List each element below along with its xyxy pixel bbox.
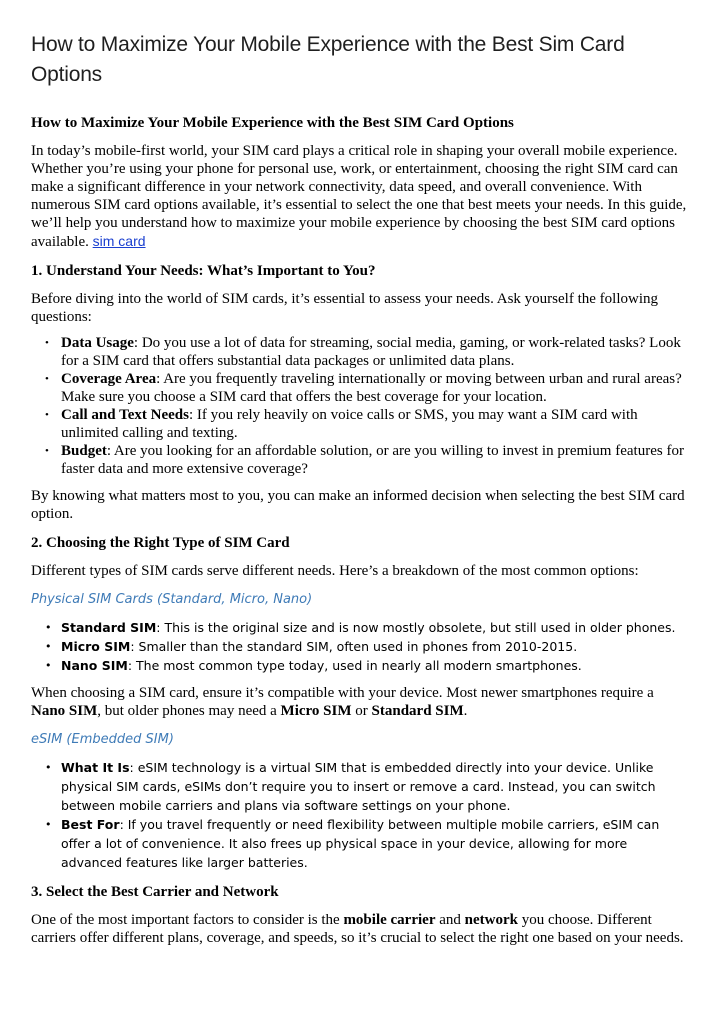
list-item	[61, 442, 689, 478]
list-item	[61, 618, 689, 637]
esim-heading: eSIM (Embedded SIM)	[31, 732, 174, 747]
carrier-text: you choose. Different carriers offer different plans, coverage, and speeds, so it’s crucial to select the right one based on your needs.	[31, 912, 684, 946]
physical-sim-heading: Physical SIM Cards (Standard, Micro, Nano)	[31, 592, 313, 607]
compat-text: , but older phones may need a	[97, 703, 281, 719]
carrier-text: One of the most important factors to consider is the	[31, 912, 344, 928]
list-item	[61, 370, 689, 406]
item-term: Coverage Area	[61, 371, 157, 387]
sim-card-link[interactable]: sim card	[92, 233, 146, 249]
needs-list	[31, 334, 689, 478]
section-1-heading: 1. Understand Your Needs: What’s Important to You?	[31, 263, 376, 279]
standard-sim-bold: Standard SIM	[371, 703, 464, 719]
compat-text: .	[463, 703, 468, 719]
intro-text: In today’s mobile-first world, your SIM card plays a critical role in shaping your overall mobile experience. Whether you’re using your phone for personal use, work, or entertainment, choosing the right SIM card can make a significant difference in your network connectivity, data speed, and overall convenience. With numerous SIM card options available, it’s essential to select the one that best meets your needs. In this guide, we’ll help you understand how to maximize your mobile experience by choosing the best SIM card options available.	[31, 143, 687, 250]
item-text: : Smaller than the standard SIM, often used in phones from 2010-2015.	[130, 639, 578, 654]
physical-sim-list	[31, 618, 689, 675]
network-bold: network	[464, 912, 518, 928]
item-term: Standard SIM	[61, 620, 157, 635]
item-text: : Do you use a lot of data for streaming, social media, gaming, or work-related tasks? Look for a SIM card that offers substantial data packages or unlimited data plans.	[61, 335, 681, 369]
compatibility-paragraph	[31, 684, 689, 720]
list-item	[61, 656, 689, 675]
mobile-carrier-bold: mobile carrier	[343, 912, 436, 928]
list-item	[61, 637, 689, 656]
list-item	[61, 334, 689, 370]
nano-sim-bold: Nano SIM	[31, 703, 98, 719]
list-item	[61, 758, 689, 815]
section-3-heading: 3. Select the Best Carrier and Network	[31, 884, 279, 900]
item-term: Nano SIM	[61, 658, 128, 673]
item-text: : If you travel frequently or need flexibility between multiple mobile carriers, eSIM can offer a lot of convenience. It also frees up physical space in your device, allowing for more advanced features like larger batteries.	[61, 817, 660, 870]
item-term: Data Usage	[61, 335, 134, 351]
item-term: Call and Text Needs	[61, 407, 189, 423]
item-text: : If you rely heavily on voice calls or SMS, you may want a SIM card with unlimited calling and texting.	[61, 407, 638, 441]
micro-sim-bold: Micro SIM	[280, 703, 352, 719]
compat-text: or	[351, 703, 372, 719]
section-3-paragraph	[31, 911, 689, 947]
intro-paragraph	[31, 142, 689, 251]
item-term: Best For	[61, 817, 120, 832]
item-text: : eSIM technology is a virtual SIM that is embedded directly into your device. Unlike physical SIM cards, eSIMs don’t require you to insert or remove a card. Instead, you can switch between mobile carriers and plans via software settings on your phone.	[61, 760, 656, 813]
carrier-text: and	[435, 912, 465, 928]
esim-list	[31, 758, 689, 872]
section-1-outro: By knowing what matters most to you, you can make an informed decision when selecting the best SIM card option.	[31, 488, 685, 522]
item-text: : The most common type today, used in nearly all modern smartphones.	[127, 658, 582, 673]
item-text: : Are you looking for an affordable solution, or are you willing to invest in premium features for faster data and more extensive coverage?	[61, 443, 684, 477]
section-1-intro: Before diving into the world of SIM cards, it’s essential to assess your needs. Ask yourself the following questions:	[31, 291, 658, 325]
section-2-intro: Different types of SIM cards serve different needs. Here’s a breakdown of the most common options:	[31, 563, 639, 579]
item-text: : Are you frequently traveling internationally or moving between urban and rural areas? Make sure you choose a SIM card that offers the best coverage for your location.	[61, 371, 682, 405]
item-term: What It Is	[61, 760, 130, 775]
document-title: How to Maximize Your Mobile Experience with the Best Sim Card Options	[31, 33, 625, 86]
section-2-heading: 2. Choosing the Right Type of SIM Card	[31, 535, 290, 551]
main-heading: How to Maximize Your Mobile Experience with the Best SIM Card Options	[31, 115, 514, 131]
compat-text: When choosing a SIM card, ensure it’s compatible with your device. Most newer smartphones require a	[31, 685, 654, 701]
list-item	[61, 406, 689, 442]
item-term: Budget	[61, 443, 107, 459]
list-item	[61, 815, 689, 872]
item-term: Micro SIM	[61, 639, 131, 654]
item-text: : This is the original size and is now mostly obsolete, but still used in older phones.	[156, 620, 676, 635]
